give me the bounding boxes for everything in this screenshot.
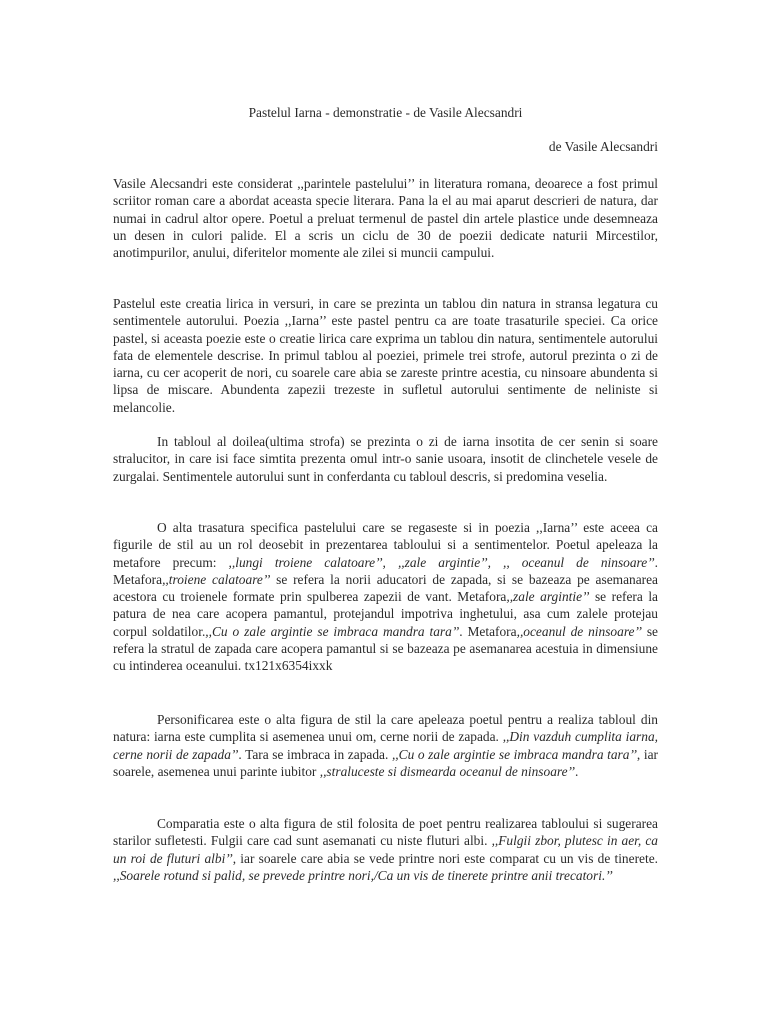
text-run: se refera la norii aducatori de zapada, si se bazeaza pe asemanarea acestora cu troienele formate prin spulberea zapezii de vant. Metafora [113,571,659,605]
text-run: Personificarea este o alta figura de stil la care apeleaza poetul pentru a realiza tabloul din natura: iarna este cumplita si asemenea unui om, cerne norii de zapada. [113,712,658,745]
text-run: Pastelul este creatia lirica in versuri, in care se prezinta un tablou din natura in stransa legatura cu sentimentele autorului. Poezia ,,Iarna’’ este pastel pentru ca are toate trasaturile speciei. Ca orice pastel, si aceasta poezie este o creatie lirica care exprima un tablou din natura, sentimentele autorului fata de elementele descrise. In primul tablou al poeziei, primele trei strofe, autorul prezinta o zi de iarna, cu cer acoperit de nori, cu soarele care abia se zareste printre acestia, cu ninsoare abundenta si lipsa de miscare. Abundenta zapezii trezeste in sufletul autorului sentimente de neliniste si melancolie. [113,296,658,415]
quoted-verse: ,,Cu o zale argintie se imbraca mandra tara’’ [205,623,460,639]
text-run: se refera la patura de nea care acopera pamantul, protejandul impotriva inghetului, asa cum zalele protejau corpul soldatilor. [113,589,658,639]
paragraph-second-tableau [113,433,658,485]
quoted-verse: ,,zale argintie’’ [506,589,590,605]
quoted-verse: ,,lungi troiene calatoare’’, ,,zale argintie’’, ,, oceanul de ninsoare’’ [228,554,655,570]
text-run: O alta trasatura specifica pastelului care se regaseste si in poezia ,,Iarna’’ este aceea ca figurile de stil au un rol deosebit in prezentarea tabloului si a sentimentelor. Poetul apeleaza la metafore precum: [113,520,658,570]
quoted-verse: ,,Din vazduh cumplita iarna, cerne norii de zapada’’ [113,729,658,762]
text-run: . Metafora [113,554,658,587]
quoted-verse: ,,Soarele rotund si palid, se prevede printre nori,/Ca un vis de tinerete printre anii trecatori.’’ [113,867,613,883]
document-title: Pastelul Iarna - demonstratie - de Vasile Alecsandri [248,105,523,120]
quoted-verse: ,,troiene calatoare’’ [162,571,271,587]
text-run: In tabloul al doilea(ultima strofa) se prezinta o zi de iarna insotita de cer senin si soare stralucitor, in care isi face simtita prezenta omul intr-o sanie usoara, insotit de clinchetele vesele de zurgalai. Sentimentele autorului sunt in conferdanta cu tabloul descris, si predomina veselia. [113,434,658,484]
text-run: , iar soarele care abia se vede printre nori este comparat cu un vis de tinerete. [232,850,658,866]
author-byline: de Vasile Alecsandri [548,139,658,154]
paragraph-definition [113,295,658,416]
text-run: Vasile Alecsandri este considerat ,,parintele pastelului’’ in literatura romana, deoarece a fost primul scriitor roman care a abordat aceasta specie literara. Pana la el au mai aparut descrieri de natura, dar numai in cadrul altor opere. Poetul a preluat termenul de pastel din artele plastice unde desemneaza un desen in culori palide. El a scris un ciclu de 30 de poezii dedicate naturii Mircestilor, anotimpurilor, anului, diferitelor momente ale zilei si muncii campului. [113,176,658,261]
text-run: Comparatia este o alta figura de stil folosita de poet pentru realizarea tabloului si sugerarea starilor sufletesti. Fulgii care cad sunt asemanati cu niste fluturi albi. [113,816,658,849]
quoted-verse: ,,straluceste si dismearda oceanul de ninsoare’’ [319,763,575,779]
text-run: se refera la stratul de zapada care acopera pamantul si se bazeaza pe asemanarea acestuia in dimensiune cu intinderea oceanului. tx121x6354ixxk [113,623,658,674]
text-run: , iar soarele, asemenea unui parinte iubitor [113,746,658,779]
quoted-verse: ,,Fulgii zbor, plutesc in aer, ca un roi de fluturi albi’’ [113,833,658,866]
text-run: . [575,763,579,779]
paragraph-personification [113,711,658,780]
text-run: . Tara se imbraca in zapada. [238,746,392,762]
quoted-verse: ,,oceanul de ninsoare’’ [516,623,642,639]
paragraph-comparison [113,815,658,884]
quoted-verse: ,,Cu o zale argintie se imbraca mandra tara’’ [391,746,637,762]
paragraph-intro [113,175,658,261]
text-run: . Metafora [459,623,517,639]
paragraph-metaphors [113,519,658,675]
